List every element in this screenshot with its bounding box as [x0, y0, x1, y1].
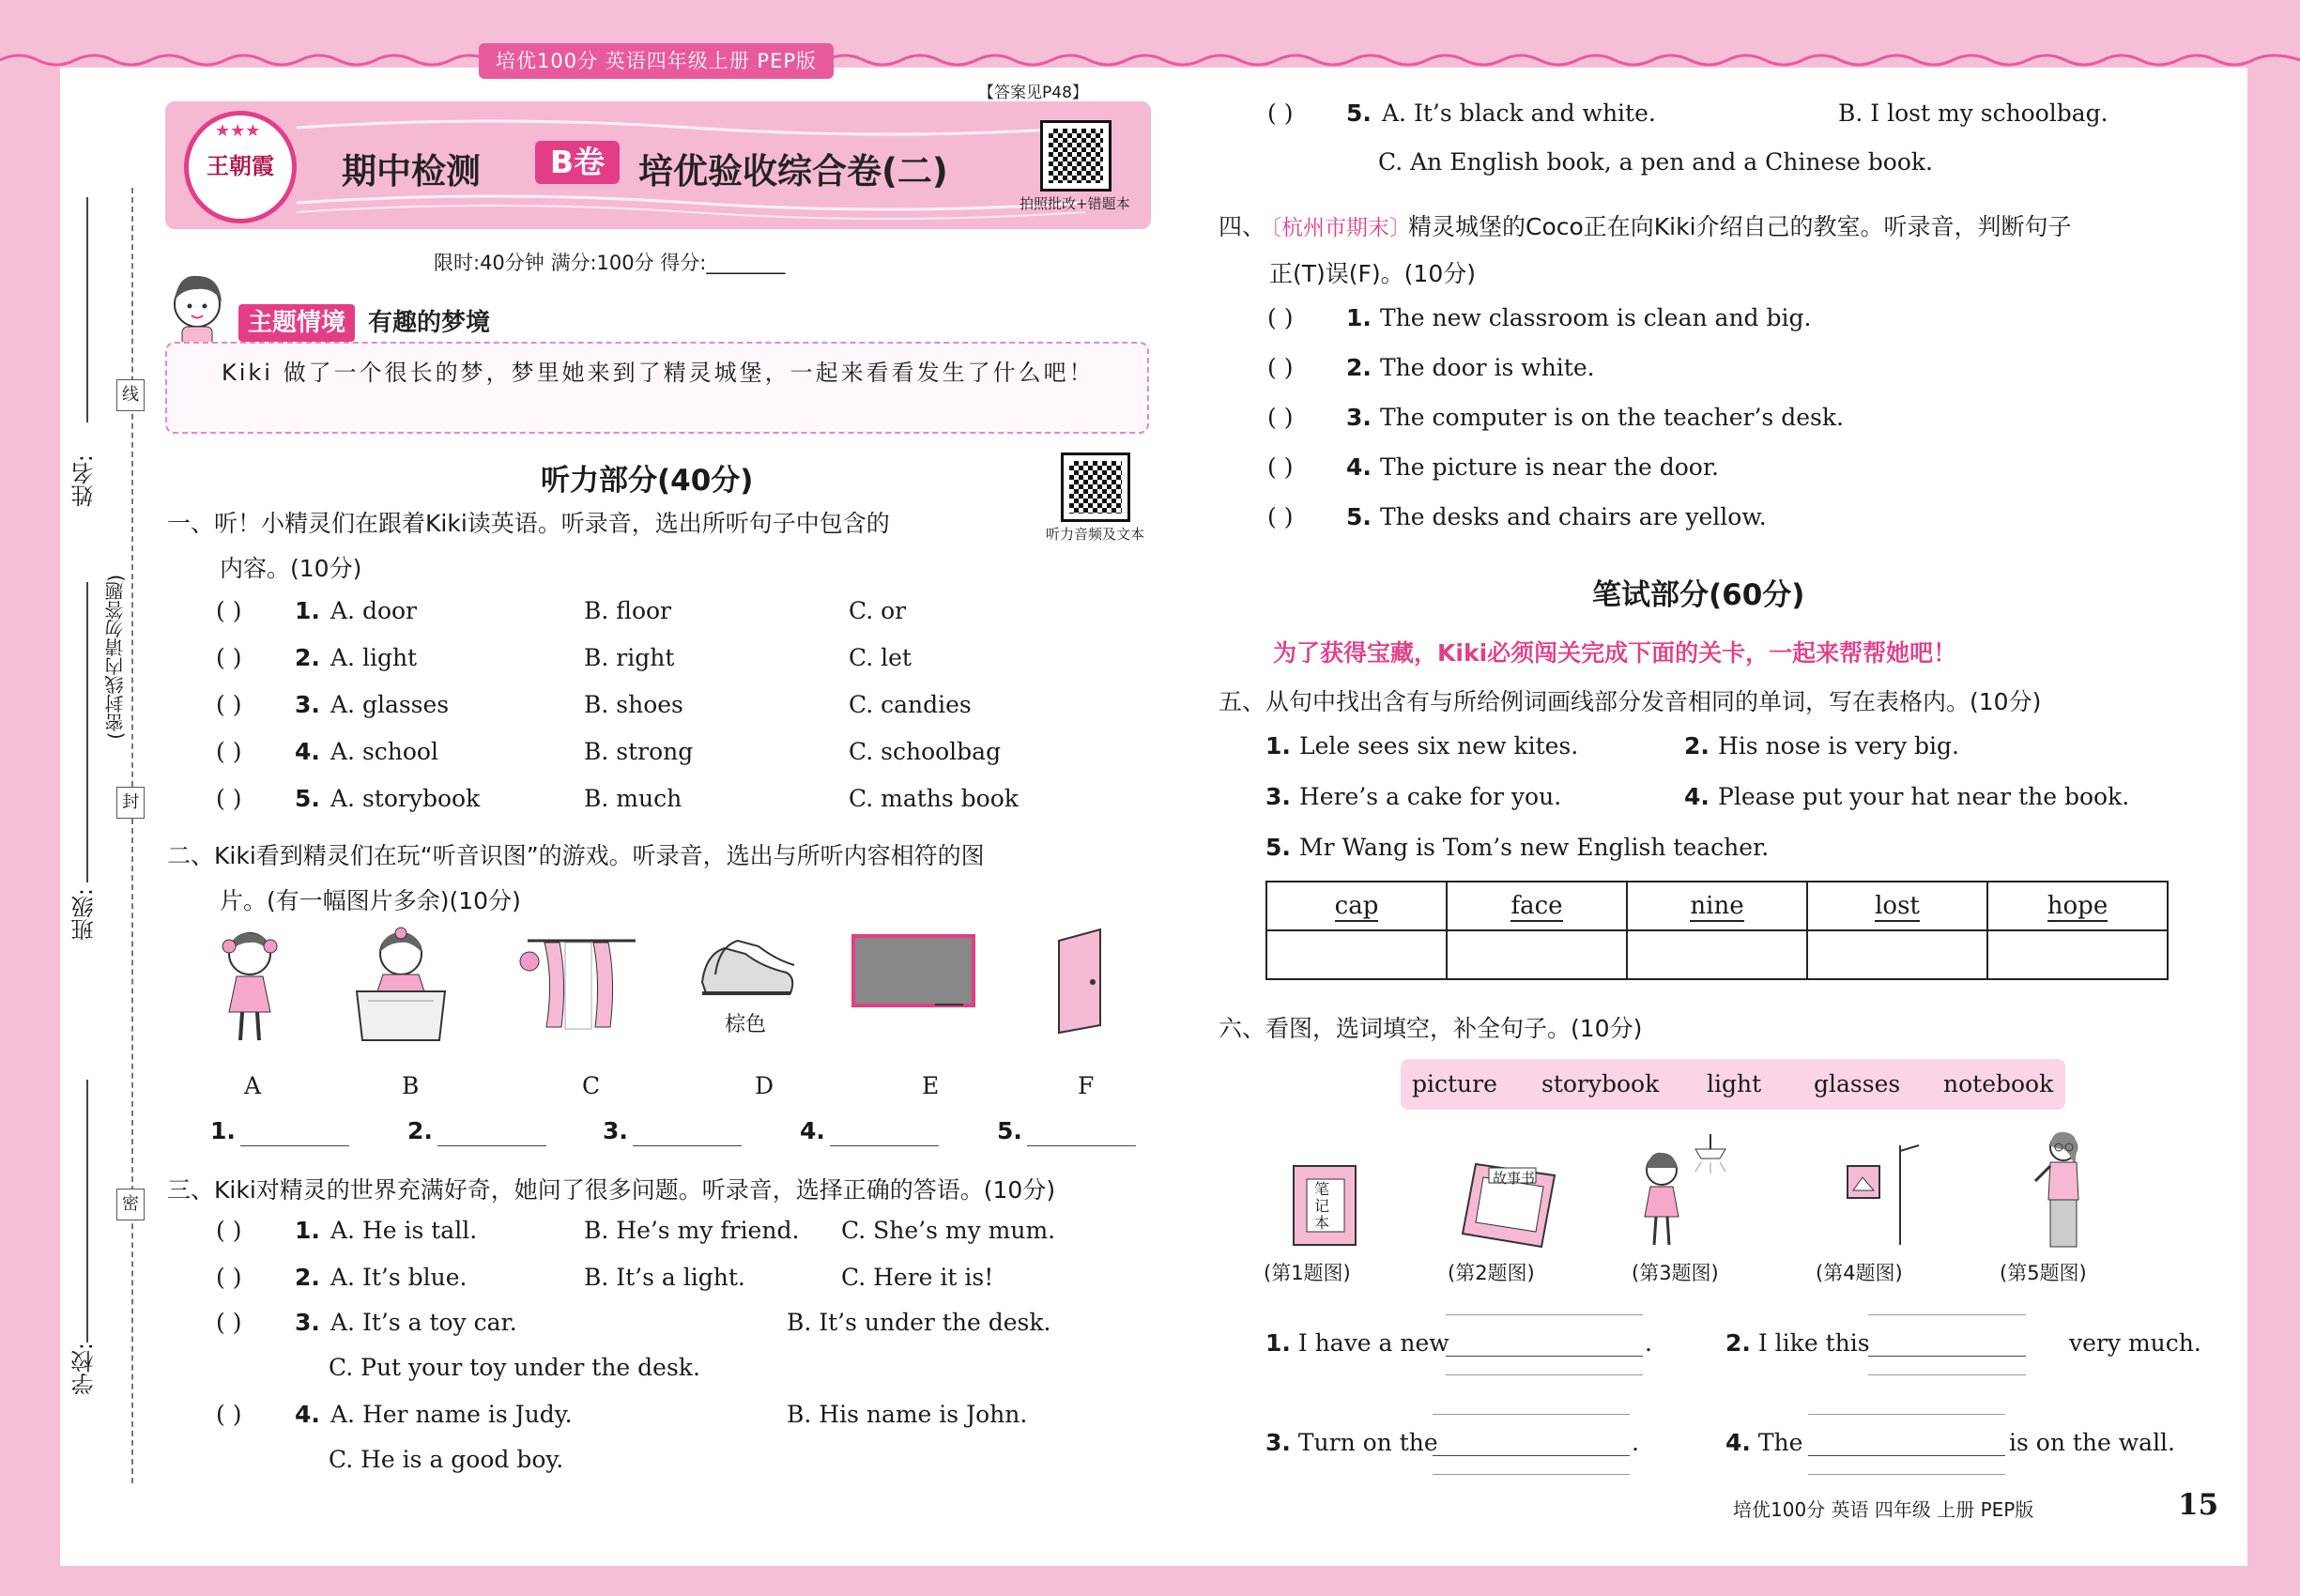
q2-blank-3-number: 3. — [603, 1117, 628, 1144]
q3-item-4-answer-paren[interactable]: ( ) — [216, 1401, 242, 1428]
q4-item-3-number: 3. — [1346, 404, 1372, 431]
q5-example-word-text: hope — [2047, 892, 2108, 920]
q6-s1-num: 1. — [1265, 1329, 1291, 1357]
q5-sentence-2-text: His nose is very big. — [1718, 732, 1959, 760]
q6-s3-guide-top — [1433, 1414, 1630, 1415]
q2-label-e: E — [922, 1072, 940, 1099]
q5-sentence-1-text: Lele sees six new kites. — [1299, 732, 1579, 760]
q6-caption-4: (第4题图) — [1816, 1262, 1903, 1284]
q3-item-1-answer-paren[interactable]: ( ) — [216, 1217, 242, 1244]
q2-blank-4-number: 4. — [800, 1117, 825, 1144]
picture-b-girl-at-desk-icon — [349, 926, 452, 1046]
q4-item-5-answer-paren[interactable]: ( ) — [1267, 503, 1294, 530]
q2-label-f: F — [1078, 1072, 1095, 1099]
shoes-color-label: 棕色 — [725, 1013, 767, 1036]
q3-item-2-option-a: A. It’s blue. — [330, 1264, 468, 1291]
q5-example-word-face — [1447, 882, 1627, 930]
q2-blank-5-line[interactable] — [1027, 1145, 1136, 1146]
q6-s3-num: 3. — [1265, 1429, 1291, 1456]
q2-blank-3-line[interactable] — [633, 1145, 742, 1146]
q5-example-word-lost — [1807, 882, 1987, 930]
q4-item-2-answer-paren[interactable]: ( ) — [1267, 354, 1294, 381]
q6-s3-answer-line[interactable] — [1433, 1455, 1630, 1456]
q5-answer-cell-1[interactable] — [1266, 930, 1447, 979]
picture-e-blackboard-icon — [851, 933, 976, 1008]
name-blank — [86, 197, 88, 422]
q4-prompt: 精灵城堡的Coco正在向Kiki介绍自己的教室。听录音，判断句子 — [1408, 213, 2072, 240]
q5-prompt: 五、从句中找出含有与所给例词画线部分发音相同的单词，写在表格内。(10分) — [1219, 688, 2042, 715]
q1-item-3-option-a: A. glasses — [330, 691, 450, 718]
q5-answer-table — [1265, 881, 2169, 980]
q6-s2-pre: I like this — [1757, 1329, 1870, 1357]
q4-item-4-answer-paren[interactable]: ( ) — [1267, 453, 1294, 481]
q6-word-storybook: storybook — [1541, 1070, 1660, 1097]
seal-note: (密封线内请勿答题) — [104, 575, 127, 740]
answer-reference: 【答案见P48】 — [978, 84, 1088, 102]
seal-mark-mi: 密 — [116, 1189, 145, 1220]
q5-answer-cell-2[interactable] — [1447, 930, 1627, 979]
q2-label-b: B — [402, 1072, 420, 1099]
q5-sentence-4-number: 4. — [1684, 783, 1710, 810]
q6-s3-guide-bottom — [1433, 1474, 1630, 1475]
q4-item-2-text: The door is white. — [1380, 354, 1595, 381]
q3-item-4-number: 4. — [295, 1401, 320, 1428]
q1-item-5-answer-paren[interactable]: ( ) — [216, 785, 242, 812]
title-badge: B卷 — [535, 141, 620, 184]
q3-item-5-number: 5. — [1346, 100, 1372, 127]
q3-prompt: 三、Kiki对精灵的世界充满好奇，她问了很多问题。听录音，选择正确的答语。(10分) — [167, 1176, 1056, 1204]
q3-item-3-option-c: C. Put your toy under the desk. — [329, 1354, 700, 1381]
q5-example-word-text: face — [1510, 892, 1563, 920]
q1-item-4-option-a: A. school — [330, 738, 438, 765]
q6-s2-guide-top — [1868, 1314, 2026, 1315]
q6-prompt: 六、看图，选词填空，补全句子。(10分) — [1219, 1015, 1643, 1042]
q1-item-4-answer-paren[interactable]: ( ) — [216, 738, 242, 765]
q6-caption-2: (第2题图) — [1448, 1262, 1535, 1284]
q3-item-3-answer-paren[interactable]: ( ) — [216, 1309, 242, 1336]
q3-item-2-option-c: C. Here it is! — [841, 1264, 994, 1291]
q1-item-3-option-b: B. shoes — [584, 691, 683, 718]
q1-item-1-answer-paren[interactable]: ( ) — [216, 597, 242, 624]
q6-s2-post: very much. — [2069, 1329, 2201, 1357]
written-intro: 为了获得宝藏，Kiki必须闯关完成下面的关卡，一起来帮帮她吧！ — [1273, 639, 1957, 667]
q1-item-5-number: 5. — [295, 785, 320, 812]
q4-item-5-number: 5. — [1346, 503, 1372, 530]
q6-word-light: light — [1707, 1070, 1762, 1097]
q1-prompt: 一、听！小精灵们在跟着Kiki读英语。听录音，选出所听句子中包含的 — [167, 510, 890, 537]
q3-item-3-option-a: A. It’s a toy car. — [330, 1309, 517, 1336]
q1-item-1-option-a: A. door — [330, 597, 418, 624]
theme-tag-text: 主题情境 — [248, 309, 346, 337]
page-number: 15 — [2178, 1488, 2219, 1522]
q5-answer-cell-5[interactable] — [1987, 930, 2168, 979]
q3-item-2-option-b: B. It’s a light. — [584, 1264, 745, 1291]
q1-item-1-number: 1. — [295, 597, 320, 624]
q6-woman-glasses-icon — [2028, 1128, 2093, 1251]
q5-example-word-hope — [1987, 882, 2168, 930]
q6-s2-answer-line[interactable] — [1868, 1356, 2026, 1357]
q4-item-1-number: 1. — [1346, 304, 1372, 331]
picture-f-door-icon — [1051, 926, 1108, 1036]
q3-item-5-option-a: A. It’s black and white. — [1382, 100, 1656, 127]
q1-item-2-number: 2. — [295, 644, 320, 671]
q6-sentence-1 — [1265, 1329, 1449, 1357]
q6-s4-answer-line[interactable] — [1808, 1455, 2005, 1456]
q4-item-3-answer-paren[interactable]: ( ) — [1267, 404, 1294, 431]
q1-item-2-option-c: C. let — [849, 644, 912, 671]
q4-item-3-text: The computer is on the teacher’s desk. — [1380, 404, 1844, 431]
q1-item-1-option-c: C. or — [849, 597, 907, 624]
q6-s3-pre: Turn on the — [1297, 1429, 1438, 1456]
qr-code-correction[interactable] — [1040, 120, 1112, 192]
q6-s4-post: is on the wall. — [2009, 1429, 2176, 1456]
q6-caption-3: (第3题图) — [1632, 1262, 1719, 1284]
q6-s4-guide-bottom — [1808, 1474, 2005, 1475]
qr-code-audio[interactable] — [1061, 453, 1130, 522]
q5-sentence-5-number: 5. — [1265, 834, 1291, 861]
q2-label-a: A — [244, 1072, 262, 1099]
q1-item-2-option-a: A. light — [330, 644, 418, 671]
q6-s2-guide-bottom — [1868, 1374, 2026, 1375]
q6-picture-wall-icon — [1838, 1143, 1932, 1247]
q5-example-word-text: lost — [1875, 892, 1920, 920]
q3-item-5-option-c: C. An English book, a pen and a Chinese book. — [1378, 148, 1934, 176]
q6-word-glasses: glasses — [1814, 1070, 1901, 1097]
q6-girl-light-icon — [1630, 1132, 1742, 1251]
q4-item-5-text: The desks and chairs are yellow. — [1380, 503, 1767, 530]
seal-mark-xian: 线 — [116, 379, 145, 411]
q5-example-word-cap — [1266, 882, 1447, 930]
q6-caption-1: (第1题图) — [1264, 1262, 1351, 1284]
q2-prompt: 二、Kiki看到精灵们在玩“听音识图”的游戏。听录音，选出与所听内容相符的图 — [167, 842, 985, 869]
name-label: 姓名: — [71, 454, 98, 508]
theme-name: 有趣的梦境 — [362, 307, 496, 339]
q1-item-5-option-a: A. storybook — [330, 785, 481, 812]
girl-avatar-icon — [165, 269, 231, 345]
school-label: 学校: — [71, 1343, 98, 1396]
q1-item-2-answer-paren[interactable]: ( ) — [216, 644, 242, 671]
q3-item-1-option-a: A. He is tall. — [330, 1217, 478, 1244]
q2-prompt-cont: 片。(有一幅图片多余)(10分) — [220, 887, 521, 914]
star-icon: ★★★ — [215, 121, 261, 141]
q6-s4-num: 4. — [1725, 1429, 1751, 1456]
q1-item-3-option-c: C. candies — [849, 691, 972, 718]
q4-item-2-number: 2. — [1346, 354, 1372, 381]
q2-label-d: D — [755, 1072, 774, 1099]
q1-item-4-option-c: C. schoolbag — [849, 738, 1002, 765]
q4-source: 〔杭州市期末〕 — [1260, 216, 1411, 240]
storybook-label: 故事书 — [1493, 1170, 1536, 1187]
q6-word-notebook: notebook — [1943, 1070, 2054, 1097]
q1-item-4-option-b: B. strong — [584, 738, 694, 765]
q3-item-4-option-c: C. He is a good boy. — [329, 1446, 564, 1473]
listening-title: 听力部分(40分) — [541, 464, 754, 498]
title-sub: 培优验收综合卷(二) — [638, 151, 948, 192]
q6-s4-guide-top — [1808, 1414, 2005, 1415]
q2-blank-2-number: 2. — [407, 1117, 433, 1144]
q5-answer-cell-4[interactable] — [1807, 930, 1987, 979]
title-main: 期中检测 — [342, 151, 481, 192]
q3-item-4-option-b: B. His name is John. — [787, 1401, 1028, 1428]
brand-logo — [184, 111, 297, 223]
story-text: Kiki 做了一个很长的梦，梦里她来到了精灵城堡，一起来看看发生了什么吧！ — [222, 360, 1095, 386]
q5-example-word-text: nine — [1690, 892, 1744, 920]
q5-table-header-row — [1266, 882, 2168, 930]
q1-item-2-option-b: B. right — [584, 644, 675, 671]
q1-item-1-option-b: B. floor — [584, 597, 671, 624]
q6-s1-pre: I have a new — [1297, 1329, 1449, 1357]
q4-prompt-cont: 正(T)误(F)。(10分) — [1269, 260, 1476, 287]
q5-example-word-nine — [1627, 882, 1807, 930]
q1-item-4-number: 4. — [295, 738, 320, 765]
q6-s1-answer-line[interactable] — [1446, 1356, 1643, 1357]
q5-table-answer-row — [1266, 930, 2168, 979]
logo-text: 王朝霞 — [207, 153, 274, 179]
q1-item-5-option-c: C. maths book — [849, 785, 1019, 812]
q4-item-1-answer-paren[interactable]: ( ) — [1267, 304, 1294, 331]
exam-limits: 限时:40分钟 满分:100分 得分:________ — [434, 252, 786, 274]
picture-c-curtains-icon — [518, 933, 640, 1036]
written-title: 笔试部分(60分) — [1592, 578, 1805, 612]
q5-sentence-3-text: Here’s a cake for you. — [1299, 783, 1562, 810]
q5-example-word-text: cap — [1334, 892, 1379, 920]
q2-label-c: C — [582, 1072, 601, 1099]
worksheet-page — [60, 68, 2247, 1566]
q5-answer-cell-3[interactable] — [1627, 930, 1807, 979]
notebook-label: 笔记本 — [1313, 1180, 1329, 1232]
seal-mark-feng: 封 — [116, 787, 145, 819]
q1-item-5-option-b: B. much — [584, 785, 682, 812]
q3-item-3-number: 3. — [295, 1309, 320, 1336]
q2-blank-1-number: 1. — [210, 1117, 236, 1144]
picture-d-shoes-icon — [697, 926, 800, 1006]
q1-prompt-cont: 内容。(10分) — [220, 555, 362, 582]
q6-s2-num: 2. — [1725, 1329, 1751, 1357]
q6-s3-post: . — [1632, 1429, 1639, 1456]
q3-item-3-option-b: B. It’s under the desk. — [787, 1309, 1051, 1336]
q2-blank-5-number: 5. — [997, 1117, 1022, 1144]
q5-sentence-3-number: 3. — [1265, 783, 1291, 810]
q3-item-2-answer-paren[interactable]: ( ) — [216, 1264, 242, 1291]
q6-sentence-3 — [1265, 1429, 1438, 1456]
q6-caption-5: (第5题图) — [2000, 1262, 2087, 1284]
q4-item-4-text: The picture is near the door. — [1380, 453, 1719, 481]
class-blank — [86, 582, 88, 882]
q6-s1-guide-top — [1446, 1314, 1643, 1315]
q3-item-5-option-b: B. I lost my schoolbag. — [1838, 100, 2108, 127]
theme-tag — [238, 304, 355, 342]
qr2-caption: 听力音频及文本 — [1046, 526, 1145, 543]
q3-item-1-number: 1. — [295, 1217, 320, 1244]
q2-blank-1-line[interactable] — [240, 1145, 349, 1146]
q1-item-3-answer-paren[interactable]: ( ) — [216, 691, 242, 718]
q1-item-3-number: 3. — [295, 691, 320, 718]
q2-blank-4-line[interactable] — [830, 1145, 939, 1146]
q2-blank-2-line[interactable] — [437, 1145, 546, 1146]
q3-item-4-option-a: A. Her name is Judy. — [330, 1401, 573, 1428]
q3-item-1-option-c: C. She’s my mum. — [841, 1217, 1056, 1244]
page-footer: 培优100分 英语 四年级 上册 PEP版 — [1733, 1498, 2034, 1521]
q3-item-2-number: 2. — [295, 1264, 320, 1291]
header-tab: 培优100分 英语四年级上册 PEP版 — [479, 43, 834, 79]
q6-sentence-2 — [1725, 1329, 1870, 1357]
q6-sentence-4 — [1725, 1429, 1802, 1456]
qr1-caption: 拍照批改+错题本 — [1020, 195, 1130, 212]
school-blank — [86, 1080, 88, 1343]
picture-a-girl-icon — [212, 926, 287, 1046]
q5-sentence-1-number: 1. — [1265, 732, 1291, 760]
q4-item-1-text: The new classroom is clean and big. — [1380, 304, 1812, 331]
q6-s4-pre: The — [1757, 1429, 1803, 1456]
q6-word-picture: picture — [1412, 1070, 1497, 1097]
q4-prefix: 四、 — [1219, 213, 1266, 240]
q3-item-5-answer-paren[interactable]: ( ) — [1267, 100, 1294, 127]
q6-s1-guide-bottom — [1446, 1374, 1643, 1375]
q6-s1-post: . — [1645, 1329, 1652, 1357]
q3-item-1-option-b: B. He’s my friend. — [584, 1217, 800, 1244]
story-box — [165, 342, 1149, 434]
q5-sentence-4-text: Please put your hat near the book. — [1718, 783, 2130, 810]
q5-sentence-2-number: 2. — [1684, 732, 1710, 760]
q5-sentence-5-text: Mr Wang is Tom’s new English teacher. — [1299, 834, 1770, 861]
q4-item-4-number: 4. — [1346, 453, 1372, 481]
class-label: 班级: — [71, 888, 98, 942]
